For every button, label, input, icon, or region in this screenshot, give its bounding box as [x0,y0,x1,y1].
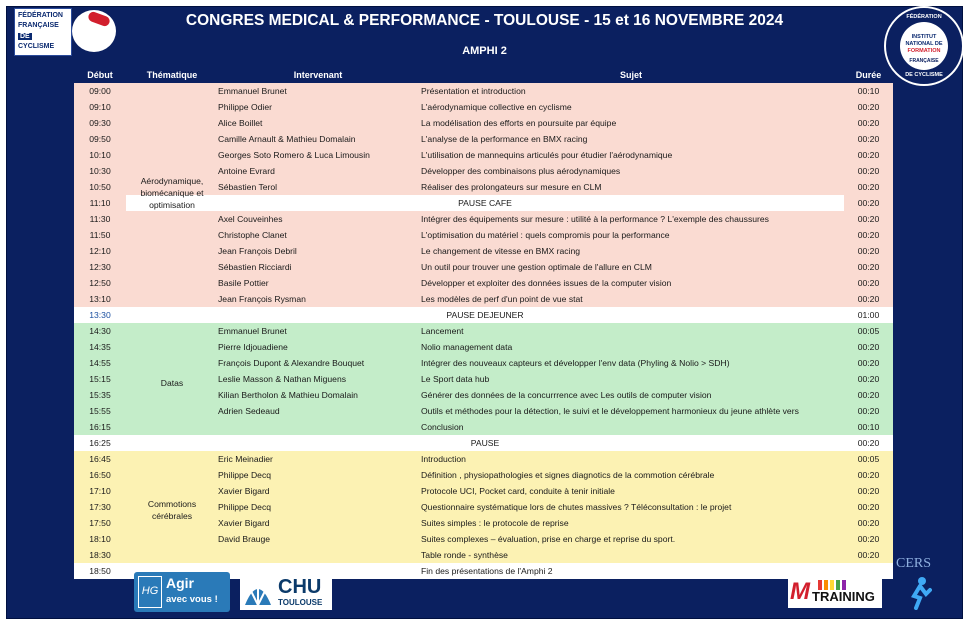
row-subject: L'aérodynamique collective en cyclisme [421,102,572,112]
row-subject: Générer des données de la concurrrence avec Les outils de computer vision [421,390,712,400]
row-subject: PAUSE DEJEUNER [446,310,524,320]
row-speaker: Camille Arnault & Mathieu Domalain [218,134,356,144]
row-speaker: Jean François Rysman [218,294,306,304]
table-row [74,483,893,499]
row-time: 10:50 [89,182,111,192]
row-time: 09:10 [89,102,111,112]
table-row [74,323,893,339]
row-subject: L'optimisation du matériel : quels compromis pour la performance [421,230,670,240]
row-speaker: Xavier Bigard [218,486,270,496]
row-subject: Suites complexes – évaluation, prise en charge et reprise du sport. [421,534,676,544]
table-row [74,275,893,291]
row-time: 12:30 [89,262,111,272]
table-row [74,435,893,451]
header-subject: Sujet [619,70,642,80]
table-row [74,147,893,163]
inf-logo [884,6,964,86]
row-subject: PAUSE [470,438,500,448]
row-speaker: Alice Boillet [218,118,263,128]
theme-aero [126,175,218,211]
row-duration: 00:20 [857,118,880,128]
ffc-logo-text: FÉDÉRATION [18,12,63,19]
row-time: 16:15 [89,422,111,432]
page-subtitle: AMPHI 2 [462,45,507,57]
row-time: 18:50 [89,566,111,576]
row-duration: 00:20 [857,390,880,400]
row-subject: Lancement [421,326,464,336]
chu-logo-text: CHU [278,576,322,598]
hg-logo-text: HG [138,576,162,608]
row-time: 17:10 [89,486,111,496]
row-speaker: Emmanuel Brunet [218,86,287,96]
row-speaker: Basile Pottier [218,278,269,288]
row-subject: Conclusion [421,422,464,432]
theme-line: Commotions [147,499,197,509]
table-row [74,259,893,275]
row-subject: Le Sport data hub [421,374,490,384]
row-time: 17:50 [89,518,111,528]
row-time: 14:30 [89,326,111,336]
row-time: 11:10 [89,198,111,208]
chu-shell-icon [243,579,273,607]
ffc-logo-text: FRANÇAISE [18,22,59,29]
table-row [74,243,893,259]
row-duration: 00:20 [857,134,880,144]
row-subject: Questionnaire systématique lors de chutes massives ? Téléconsultation : le projet [421,502,732,512]
table-row [74,227,893,243]
row-duration: 00:05 [857,454,880,464]
chu-logo-text: TOULOUSE [278,598,323,607]
table-row [74,531,893,547]
cers-logo [896,556,944,614]
row-duration: 00:20 [857,262,880,272]
row-speaker: Kilian Bertholon & Mathieu Domalain [218,390,358,400]
row-subject: L'utilisation de mannequins articulés pour étudier l'aérodynamique [421,150,673,160]
row-subject: Développer et exploiter des données issues de la computer vision [421,278,672,288]
row-speaker: David Brauge [218,534,271,544]
row-speaker: Axel Couveinhes [218,214,283,224]
header-speaker: Intervenant [293,70,343,80]
row-duration: 00:20 [857,246,880,256]
agir-logo-text: avec vous ! [166,594,218,605]
row-subject: Nolio management data [421,342,513,352]
theme-line: Aérodynamique, [140,176,204,186]
row-time: 14:35 [89,342,111,352]
row-time: 09:00 [89,86,111,96]
theme-line: optimisation [149,200,195,210]
table-row [74,547,893,563]
inf-logo-text: DE CYCLISME [905,72,943,78]
theme-line: biomécanique et [140,188,204,198]
theme-commotions [126,498,218,522]
row-duration: 00:05 [857,326,880,336]
agir-logo [134,572,230,612]
mtraining-logo-text: M [790,578,810,605]
table-row [74,307,893,323]
row-time: 13:30 [89,310,111,320]
table-row [74,339,893,355]
ffc-logo-text: DE [20,33,30,40]
row-time: 13:10 [89,294,111,304]
row-subject: Protocole UCI, Pocket card, conduite à tenir initiale [421,486,615,496]
agir-logo-text: Agir [166,575,194,591]
row-time: 15:35 [89,390,111,400]
row-subject: Table ronde - synthèse [421,550,508,560]
row-time: 10:10 [89,150,111,160]
table-row [74,99,893,115]
table-row [74,419,893,435]
row-speaker: Pierre Idjouadiene [218,342,288,352]
row-subject: Le changement de vitesse en BMX racing [421,246,581,256]
row-duration: 00:10 [857,422,880,432]
row-subject: Intégrer des nouveaux capteurs et développer l'env data (Phyling & Nolio > SDH) [421,358,730,368]
row-subject: Un outil pour trouver une gestion optimale de l'allure en CLM [421,262,652,272]
row-speaker: Philippe Decq [218,502,272,512]
row-duration: 00:20 [857,550,880,560]
row-duration: 00:20 [857,502,880,512]
table-row [74,291,893,307]
table-row [74,387,893,403]
row-subject: L'analyse de la performance en BMX racing [421,134,588,144]
row-subject: Outils et méthodes pour la détection, le suivi et le développement harmonieux du jeune athlète vers [421,406,799,416]
row-time: 09:30 [89,118,111,128]
inf-logo-text: FORMATION [907,48,941,54]
row-subject: Définition , physiopathologies et signes diagnotics de la commotion cérébrale [421,470,715,480]
row-time: 16:25 [89,438,111,448]
row-time: 09:50 [89,134,111,144]
row-speaker: Antoine Evrard [218,166,275,176]
table-row [74,115,893,131]
row-subject: Réaliser des prolongateurs sur mesure en CLM [421,182,602,192]
row-speaker: Philippe Decq [218,470,272,480]
row-duration: 00:20 [857,374,880,384]
header-start: Début [87,70,113,80]
ffc-logo-text: CYCLISME [18,43,55,50]
cers-logo-text: CERS [896,556,932,571]
inf-logo-text: INSTITUT [911,34,937,40]
row-duration: 00:10 [857,86,880,96]
table-row [74,451,893,467]
mtraining-logo-text: TRAINING [812,589,875,604]
theme-line: Datas [160,378,184,388]
row-duration: 00:20 [857,230,880,240]
row-subject: PAUSE CAFE [458,198,512,208]
table-row [74,403,893,419]
row-subject: Introduction [421,454,466,464]
row-duration: 00:20 [857,342,880,352]
row-duration: 01:00 [857,310,880,320]
table-row [74,131,893,147]
row-duration: 00:20 [857,518,880,528]
row-speaker: Philippe Odier [218,102,272,112]
row-speaker: Xavier Bigard [218,518,270,528]
mtraining-logo [788,578,882,608]
row-subject: La modélisation des efforts en poursuite par équipe [421,118,617,128]
row-speaker: Adrien Sedeaud [218,406,280,416]
row-duration: 00:20 [857,182,880,192]
table-row [74,83,893,99]
row-time: 15:55 [89,406,111,416]
row-speaker: Christophe Clanet [218,230,287,240]
row-time: 11:50 [89,230,111,240]
row-duration: 00:20 [857,486,880,496]
row-speaker: Georges Soto Romero & Luca Limousin [218,150,370,160]
row-duration: 00:20 [857,534,880,544]
table-row [74,355,893,371]
row-subject: Intégrer des équipements sur mesure : utilité à la performance ? L'exemple des chaussures [421,214,769,224]
row-time: 11:30 [89,214,111,224]
row-duration: 00:20 [857,166,880,176]
row-subject: Les modèles de perf d'un point de vue stat [421,294,583,304]
row-duration: 00:20 [857,470,880,480]
row-duration: 00:20 [857,102,880,112]
row-time: 16:45 [89,454,111,464]
row-duration: 00:20 [857,198,880,208]
row-subject: Développer des combinaisons plus aérodynamiques [421,166,621,176]
row-duration: 00:20 [857,438,880,448]
row-speaker: Jean François Debril [218,246,297,256]
chu-logo [240,576,332,610]
row-time: 12:10 [89,246,111,256]
runner-figure-icon [906,576,932,610]
table-row [74,467,893,483]
row-speaker: François Dupont & Alexandre Bouquet [218,358,365,368]
table-row [74,211,893,227]
row-speaker: Sébastien Terol [218,182,278,192]
header-theme: Thématique [146,70,198,80]
row-subject: Fin des présentations de l'Amphi 2 [421,566,553,576]
row-subject: Suites simples : le protocole de reprise [421,518,569,528]
row-duration: 00:20 [857,358,880,368]
row-duration: 00:20 [857,278,880,288]
row-time: 14:55 [89,358,111,368]
row-time: 12:50 [89,278,111,288]
theme-datas [126,377,218,389]
row-speaker: Emmanuel Brunet [218,326,287,336]
row-time: 10:30 [89,166,111,176]
theme-line: cérébrales [151,511,193,521]
page-title: CONGRES MEDICAL & PERFORMANCE - TOULOUSE - 15 et 16 NOVEMBRE 2024 [185,12,784,29]
row-speaker: Leslie Masson & Nathan Miguens [218,374,347,384]
row-duration: 00:20 [857,294,880,304]
inf-logo-text: FÉDÉRATION [906,14,942,20]
row-duration: 00:20 [857,150,880,160]
row-subject: Présentation et introduction [421,86,526,96]
row-speaker: Sébastien Ricciardi [218,262,292,272]
row-time: 17:30 [89,502,111,512]
header-duration: Durée [855,70,882,80]
inf-logo-text: FRANÇAISE [909,58,939,64]
row-time: 18:10 [89,534,111,544]
row-time: 16:50 [89,470,111,480]
row-duration: 00:20 [857,214,880,224]
row-speaker: Eric Meinadier [218,454,273,464]
row-duration: 00:20 [857,406,880,416]
row-time: 15:15 [89,374,111,384]
inf-logo-text: NATIONAL DE [905,41,943,47]
row-time: 18:30 [89,550,111,560]
